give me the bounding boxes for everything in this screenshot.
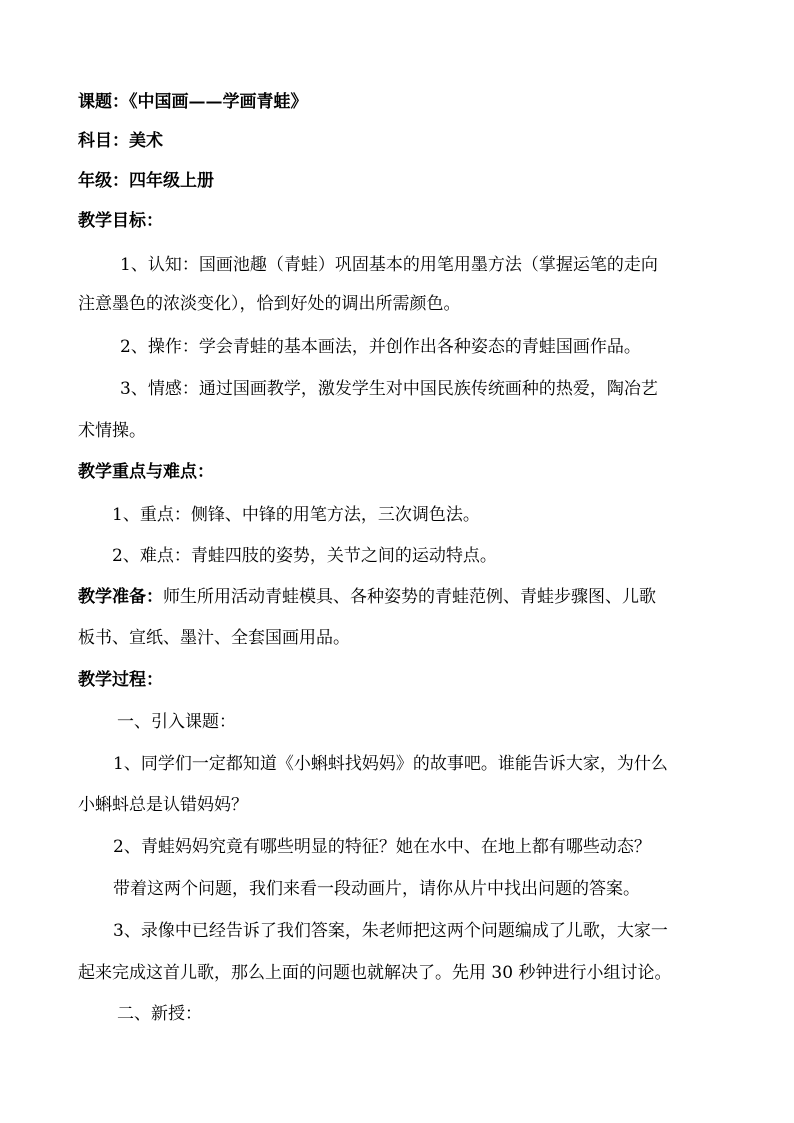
objective-2: 2、操作：学会青蛙的基本画法，并创作出各种姿态的青蛙国画作品。 [120,337,641,357]
key-point-2: 2、难点：青蛙四肢的姿势，关节之间的运动特点。 [112,546,497,566]
preparation-line-2: 板书、宣纸、墨汁、全套国画用品。 [78,628,350,648]
objective-3-line-2: 术情操。 [78,421,146,441]
objective-1-line-1: 1、认知：国画池趣（青蛙）巩固基本的用笔用墨方法（掌握运笔的走向 [120,255,658,275]
grade-label: 年级： [78,171,129,191]
key-point-1: 1、重点：侧锋、中锋的用笔方法，三次调色法。 [112,505,480,525]
lesson-title-value: 《中国画——学画青蛙》 [129,92,308,112]
process-heading: 教学过程： [78,670,163,690]
grade-line [78,171,728,191]
objectives-heading: 教学目标： [78,211,163,231]
process-item-2: 2、青蛙妈妈究竟有哪些明显的特征？她在水中、在地上都有哪些动态？ [113,837,651,857]
process-item-3-line-1: 3、录像中已经告诉了我们答案，朱老师把这两个问题编成了儿歌，大家一 [113,921,668,941]
subject-label: 科目： [78,131,129,151]
lesson-title-label: 课题： [78,92,129,112]
preparation-line-1 [78,587,728,607]
objective-3-line-1: 3、情感：通过国画教学，激发学生对中国民族传统画种的热爱，陶冶艺 [120,379,658,399]
grade-value: 四年级上册 [129,171,214,191]
subject-line [78,131,728,151]
objective-1-line-2: 注意墨色的浓淡变化），恰到好处的调出所需颜色。 [78,294,461,314]
process-item-3-line-2: 起来完成这首儿歌，那么上面的问题也就解决了。先用 30 秒钟进行小组讨论。 [78,963,672,983]
subject-value: 美术 [129,131,163,151]
process-item-1-line-2: 小蝌蚪总是认错妈妈？ [78,795,248,815]
lesson-title-line [78,92,728,112]
preparation-text: 师生所用活动青蛙模具、各种姿势的青蛙范例、青蛙步骤图、儿歌 [163,587,656,607]
preparation-label: 教学准备： [78,587,163,607]
process-item-1-line-1: 1、同学们一定都知道《小蝌蚪找妈妈》的故事吧。谁能告诉大家，为什么 [113,754,668,774]
key-points-heading: 教学重点与难点： [78,462,214,482]
process-item-2-continued: 带着这两个问题，我们来看一段动画片，请你从片中找出问题的答案。 [113,879,640,899]
section-1-heading: 一、引入课题： [117,712,236,732]
section-2-heading: 二、新授： [117,1004,202,1024]
